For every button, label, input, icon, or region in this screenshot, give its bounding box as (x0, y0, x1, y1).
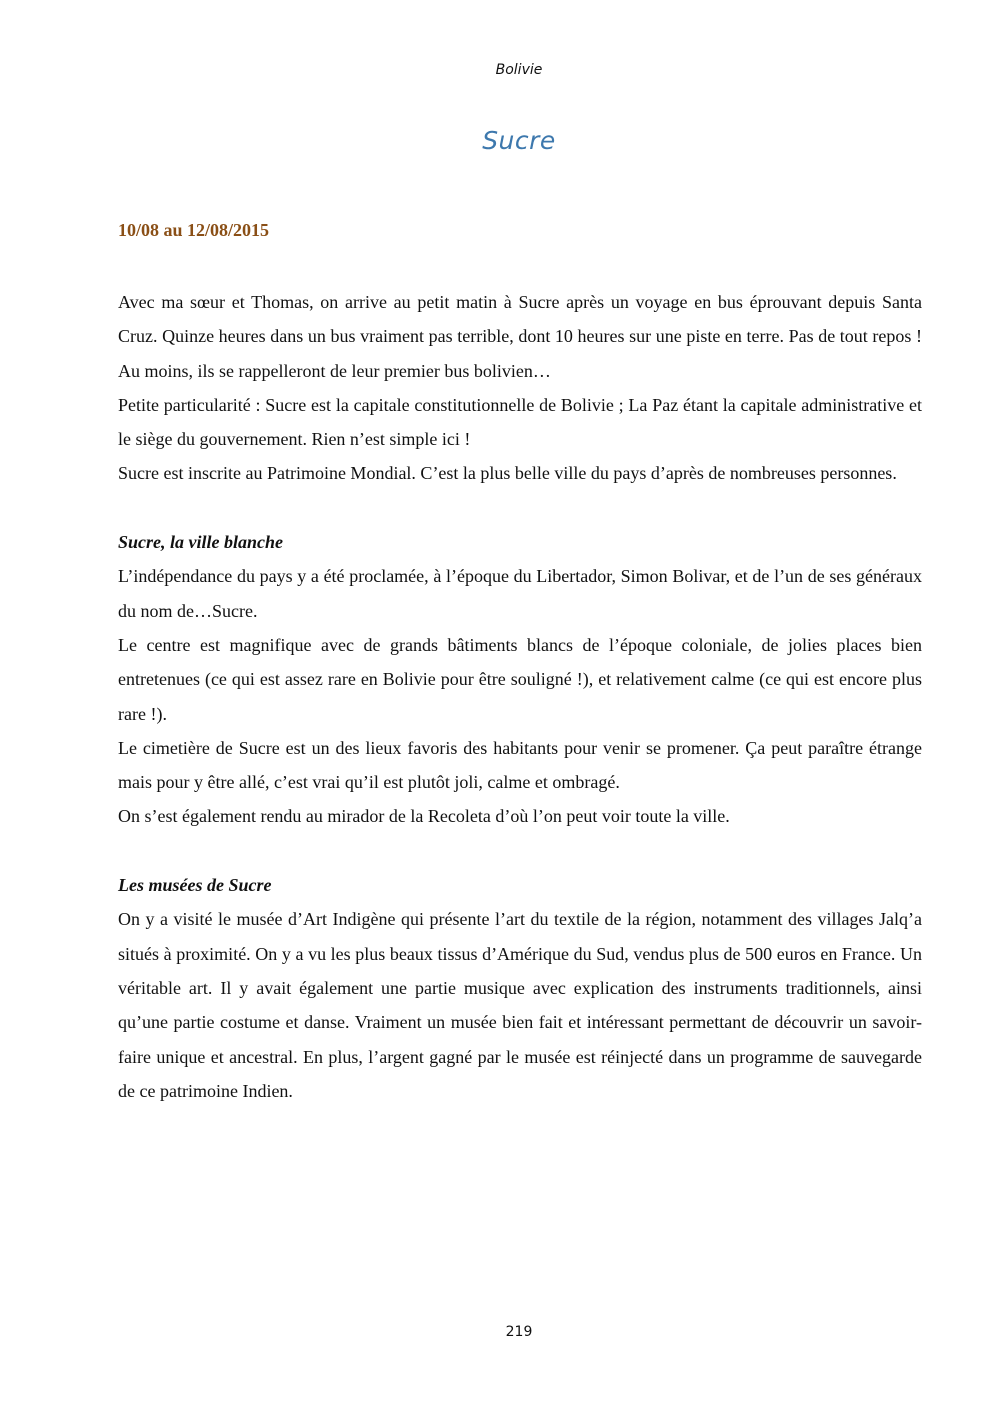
intro-paragraph-1: Avec ma sœur et Thomas, on arrive au petit matin à Sucre après un voyage en bus éprouvant depuis Santa Cruz. Quinze heures dans un bus vraiment pas terrible, dont 10 heures sur une piste en terre. Pas de tout repos ! Au moins, ils se rappelleront de leur premier bus bolivien… (118, 292, 922, 381)
section1-paragraph-4: On s’est également rendu au mirador de la Recoleta d’où l’on peut voir toute la ville. (118, 806, 730, 827)
paragraph-spacer (118, 491, 922, 525)
intro-paragraph-3: Sucre est inscrite au Patrimoine Mondial. C’est la plus belle ville du pays d’après de nombreuses personnes. (118, 463, 897, 484)
section1-paragraph-3: Le cimetière de Sucre est un des lieux favoris des habitants pour venir se promener. Ça peut paraître étrange mais pour y être allé, c’est vrai qu’il est plutôt joli, calme et ombragé. (118, 737, 922, 793)
section1-paragraph-1: L’indépendance du pays y a été proclamée, à l’époque du Libertador, Simon Bolivar, et de l’un de ses généraux du nom de…Sucre. (118, 566, 922, 621)
chapter-title: Sucre (482, 126, 556, 155)
body-text (118, 285, 922, 1108)
section2-paragraph-1: On y a visité le musée d’Art Indigène qui présente l’art du textile de la région, notamment des villages Jalq’a situés à proximité. On y a vu les plus beaux tissus d’Amérique du Sud, vendus plus de 500 euros en France. Un véritable art. Il y avait également une partie musique avec explication des instruments traditionnels, ainsi qu’une partie costume et danse. Vraiment un musée bien fait et intéressant permettant de découvrir un savoir-faire unique et ancestral. En plus, l’argent gagné par le musée est réinjecté dans un programme de sauvegarde de ce patrimoine Indien. (118, 909, 922, 1101)
section-heading-ville-blanche: Sucre, la ville blanche (118, 532, 283, 553)
paragraph-spacer (118, 834, 922, 868)
section-heading-musees: Les musées de Sucre (118, 875, 272, 896)
date-range: 10/08 au 12/08/2015 (118, 220, 270, 240)
section1-paragraph-2: Le centre est magnifique avec de grands bâtiments blancs de l’époque coloniale, de jolies places bien entretenues (ce qui est assez rare en Bolivie pour être souligné !), et relativement calme (ce qui est encore plus rare !). (118, 634, 922, 724)
page-number: 219 (505, 1324, 533, 1340)
intro-paragraph-2: Petite particularité : Sucre est la capitale constitutionnelle de Bolivie ; La Paz étant la capitale administrative et le siège du gouvernement. Rien n’est simple ici ! (118, 394, 922, 450)
running-header: Bolivie (495, 62, 543, 78)
